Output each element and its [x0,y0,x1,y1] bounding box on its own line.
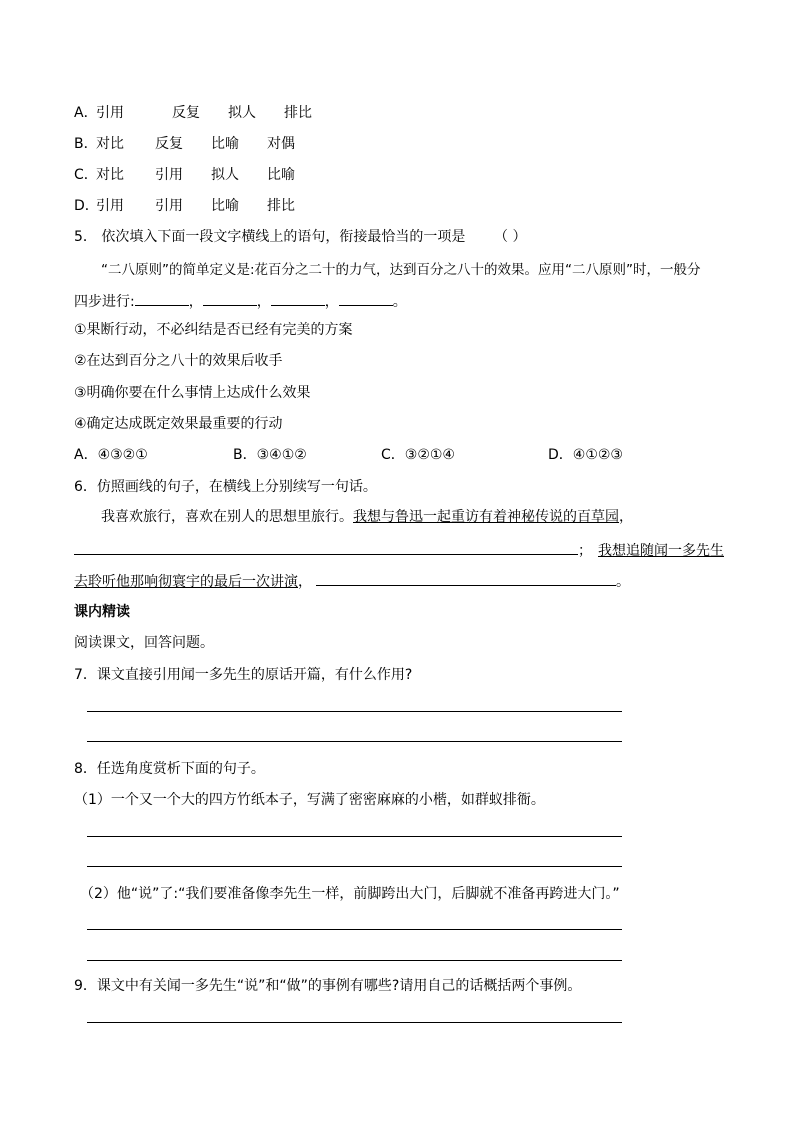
separator: ， [256,294,271,310]
option-item: 对偶 [267,136,295,152]
option-item: 对比 [96,167,124,183]
choice-b: B．③④①② [233,447,307,463]
answer-blank[interactable] [316,572,616,586]
underlined-sentence: 我想追随闻一多先生 [598,543,724,559]
question-6-line2 [74,541,724,560]
separator: ， [188,294,203,310]
question-8-sub2: （2）他“说”了:“我们要准备像李先生一样，前脚跨出大门，后脚就不准备再跨进大门。” [80,886,620,902]
question-6-stem: 6．仿照画线的句子，在横线上分别续写一句话。 [74,479,377,495]
answer-line[interactable] [87,741,622,742]
option-item: 反复 [155,136,183,152]
section-title: 课内精读 [74,604,130,620]
answer-paren: （ ） [494,229,527,245]
answer-line[interactable] [87,866,622,867]
underlined-sentence: 我想与鲁迅一起重访有着神秘传说的百草园 [353,509,619,525]
underlined-sentence: 去聆听他那响彻寰宇的最后一次讲演 [74,574,298,590]
option-item: 比喻 [211,136,239,152]
option-item: 拟人 [211,167,239,183]
question-6-line1 [101,508,633,526]
option-letter: C． [74,167,98,183]
option-item: 比喻 [267,167,295,183]
question-5-passage-line2 [74,292,407,311]
question-5-item-1: ①果断行动，不必纠结是否已经有完美的方案 [74,322,353,338]
option-item: 引用 [96,105,124,121]
question-5-stem [74,228,527,246]
passage-prefix: 四步进行: [74,294,135,310]
blank-line[interactable] [135,292,189,306]
option-item: 比喻 [211,198,239,214]
question-9: 9．课文中有关闻一多先生“说”和“做”的事例有哪些?请用自己的话概括两个事例。 [74,978,582,994]
comma: ， [298,574,312,590]
answer-line[interactable] [87,1022,622,1023]
question-5-item-3: ③明确你要在什么事情上达成什么效果 [74,385,311,401]
option-item: 反复 [172,105,200,121]
question-6-line3 [74,572,630,591]
end-mark: 。 [392,294,407,310]
question-8-stem: 8．任选角度赏析下面的句子。 [74,761,265,777]
blank-line[interactable] [339,292,393,306]
answer-line[interactable] [87,929,622,930]
question-7: 7．课文直接引用闻一多先生的原话开篇，有什么作用? [74,667,413,683]
answer-line[interactable] [87,960,622,961]
end-mark: 。 [616,574,630,590]
answer-blank[interactable] [74,541,578,555]
blank-line[interactable] [203,292,257,306]
choice-c: C．③②①④ [381,447,455,463]
question-5-item-2: ②在达到百分之八十的效果后收手 [74,353,283,369]
separator: ， [324,294,339,310]
choice-d: D．④①②③ [548,447,623,463]
blank-line[interactable] [271,292,325,306]
question-8-sub1: （1）一个又一个大的四方竹纸本子，写满了密密麻麻的小楷，如群蚁排衙。 [74,792,545,808]
question-5-text: 5． 依次填入下面一段文字横线上的语句，衔接最恰当的一项是 [74,229,466,245]
answer-line[interactable] [87,836,622,837]
reading-instruction: 阅读课文，回答问题。 [74,635,214,651]
comma: ， [619,509,633,525]
option-item: 引用 [96,198,124,214]
question-5-passage-line1: “二八原则”的简单定义是:花百分之二十的力气，达到百分之八十的效果。应用“二八原则”时，一般分 [101,262,701,278]
answer-line[interactable] [87,711,622,712]
option-letter: B． [74,136,98,152]
choice-a: A．④③②① [74,447,148,463]
semicolon: ； [578,543,592,559]
option-item: 引用 [155,198,183,214]
option-item: 排比 [267,198,295,214]
sentence-plain: 我喜欢旅行，喜欢在别人的思想里旅行。 [101,509,353,525]
option-item: 排比 [284,105,312,121]
option-letter: A． [74,105,98,121]
option-item: 对比 [96,136,124,152]
option-letter: D． [74,198,99,214]
question-5-item-4: ④确定达成既定效果最重要的行动 [74,416,283,432]
option-item: 拟人 [228,105,256,121]
option-item: 引用 [155,167,183,183]
